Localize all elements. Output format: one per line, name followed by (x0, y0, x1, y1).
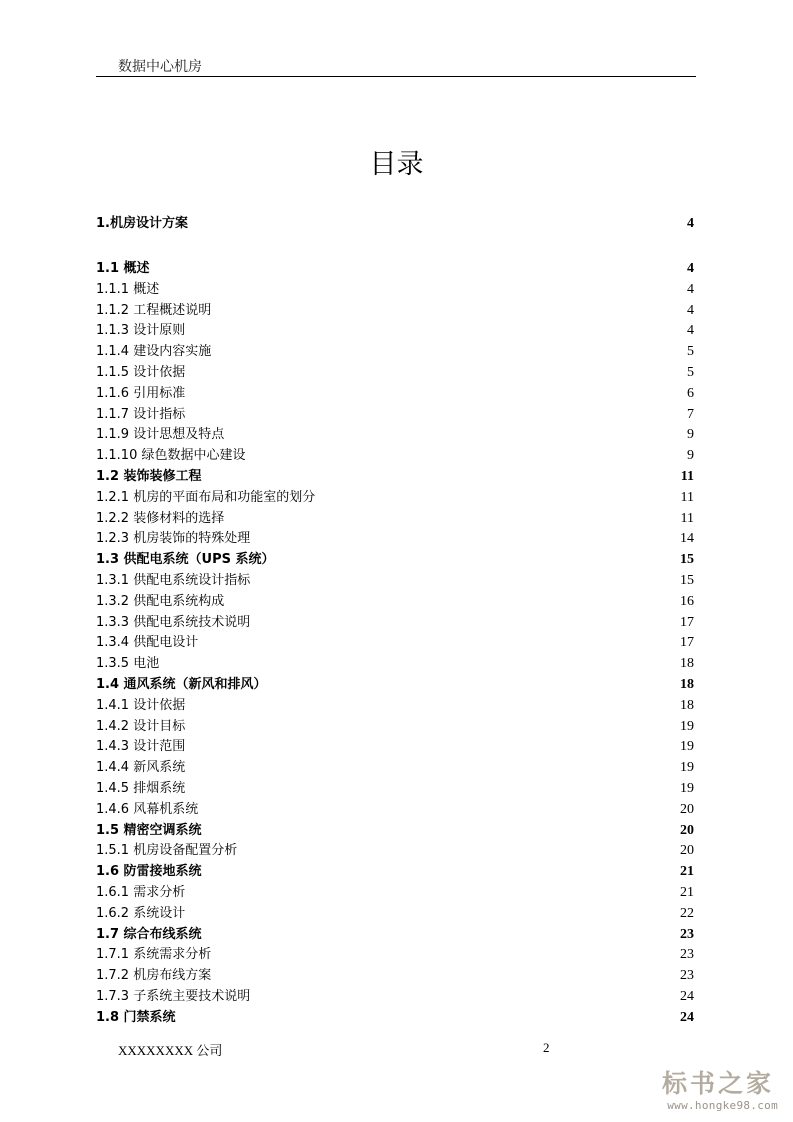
toc-entry-page: 17 (680, 635, 694, 651)
toc-entry-page: 18 (680, 677, 694, 692)
toc-entry[interactable] (96, 820, 696, 841)
toc-entry-page: 21 (680, 885, 694, 900)
toc-entry-title: 1.3.4 供配电设计 (96, 635, 199, 651)
footer-page-number: 2 (543, 1040, 550, 1055)
toc-entry[interactable] (96, 861, 696, 882)
toc-entry[interactable] (96, 882, 696, 903)
watermark-title: 标书之家 (661, 1069, 774, 1098)
toc-entry[interactable] (96, 487, 696, 508)
watermark-logo (638, 1058, 788, 1116)
toc-entry-title: 1.2.2 装修材料的选择 (96, 510, 225, 526)
toc-entry-page: 19 (680, 760, 694, 776)
toc-entry[interactable] (96, 300, 696, 321)
toc-entry-page: 11 (680, 510, 694, 526)
toc-entry-title: 1.4.6 风幕机系统 (96, 801, 199, 817)
toc-entry-title: 1.2 装饰装修工程 (96, 469, 202, 484)
toc-entry-title: 1.7.2 机房布线方案 (96, 968, 212, 984)
toc-entry-page: 23 (680, 926, 694, 942)
toc-entry-page: 18 (680, 697, 694, 713)
toc-entry[interactable] (96, 674, 696, 695)
toc-entry-page: 15 (680, 552, 694, 568)
toc-entry-title: 1.3.2 供配电系统构成 (96, 593, 225, 609)
toc-entry-title: 1.1.2 工程概述说明 (96, 302, 212, 318)
toc-entry-title: 1.1.4 建设内容实施 (96, 344, 212, 360)
toc-entry-page: 20 (680, 843, 694, 859)
toc-entry[interactable] (96, 778, 696, 799)
toc-entry[interactable] (96, 508, 696, 529)
toc-entry[interactable] (96, 341, 696, 362)
toc-entry[interactable] (96, 695, 696, 716)
toc-entry-title: 1.4.5 排烟系统 (96, 781, 186, 796)
toc-entry-title: 1.5.1 机房设备配置分析 (96, 843, 238, 859)
toc-entry-page: 15 (680, 573, 694, 588)
toc-entry[interactable] (96, 528, 696, 549)
toc-entry[interactable] (96, 404, 696, 425)
toc-entry[interactable] (96, 632, 696, 653)
toc-entry-title: 1.7 综合布线系统 (96, 926, 202, 942)
toc-entry-page: 24 (680, 989, 694, 1004)
toc-entry-title: 1.3 供配电系统（UPS 系统） (96, 552, 275, 568)
toc-entry-page: 11 (680, 469, 694, 484)
toc-entry-title: 1.1.1 概述 (96, 281, 160, 297)
toc-entry-title: 1.2.3 机房装饰的特殊处理 (96, 531, 251, 547)
toc-entry-title: 1.4 通风系统（新风和排风） (96, 677, 267, 692)
toc-entry-title: 1.4.2 设计目标 (96, 718, 186, 734)
toc-entry-title: 1.5 精密空调系统 (96, 822, 202, 838)
toc-entry-page: 4 (687, 261, 694, 276)
toc-entry-page: 18 (680, 656, 694, 672)
toc-entry-page: 16 (680, 593, 694, 609)
toc-entry-title: 1.4.1 设计依据 (96, 697, 186, 713)
toc-entry[interactable] (96, 570, 696, 591)
toc-entry[interactable] (96, 840, 696, 861)
toc-entry[interactable] (96, 383, 696, 404)
toc-entry-page: 23 (680, 968, 694, 984)
toc-entry[interactable] (96, 612, 696, 633)
toc-entry[interactable] (96, 591, 696, 612)
toc-entry[interactable] (96, 320, 696, 341)
toc-entry-page: 9 (687, 448, 694, 464)
toc-entry-page: 14 (680, 531, 694, 547)
toc-entry-page: 19 (680, 718, 694, 734)
toc-entry[interactable] (96, 362, 696, 383)
toc-entry-page: 19 (680, 781, 694, 796)
toc-entry[interactable] (96, 799, 696, 820)
toc-entry-page: 9 (687, 427, 694, 443)
watermark-url: www.hongke98.com (667, 1099, 778, 1112)
toc-entry[interactable] (96, 213, 696, 234)
toc-entry-title: 1.3.5 电池 (96, 656, 160, 672)
toc-entry[interactable] (96, 549, 696, 570)
header-divider (96, 76, 696, 77)
toc-entry-title: 1.1.10 绿色数据中心建设 (96, 448, 246, 464)
toc-entry-title: 1.6.2 系统设计 (96, 905, 186, 921)
toc-entry-title: 1.3.3 供配电系统技术说明 (96, 614, 251, 630)
toc-entry-page: 4 (687, 216, 694, 231)
toc-entry-title: 1.7.1 系统需求分析 (96, 947, 212, 963)
toc-entry-page: 20 (680, 822, 694, 838)
toc-entry-page: 6 (687, 385, 694, 401)
toc-entry-page: 4 (687, 302, 694, 318)
toc-entry-page: 24 (680, 1009, 694, 1025)
toc-entry-page: 5 (687, 365, 694, 380)
toc-entry[interactable] (96, 1007, 696, 1028)
toc-entry-title: 1.1.3 设计原则 (96, 323, 186, 339)
toc-entry-page: 22 (680, 905, 694, 921)
toc-entry[interactable] (96, 924, 696, 945)
toc-entry[interactable] (96, 986, 696, 1007)
toc-entry-title: 1.4.4 新风系统 (96, 760, 186, 776)
toc-entry[interactable] (96, 903, 696, 924)
toc-title: 目录 (369, 149, 424, 180)
toc-entry-page: 4 (687, 281, 694, 297)
toc-entry[interactable] (96, 653, 696, 674)
toc-entry-page: 17 (680, 614, 694, 630)
toc-entry[interactable] (96, 736, 696, 757)
toc-entry[interactable] (96, 944, 696, 965)
toc-entry-title: 1.3.1 供配电系统设计指标 (96, 573, 251, 588)
toc-entry-title: 1.1.7 设计指标 (96, 406, 186, 422)
toc-entry[interactable] (96, 424, 696, 445)
toc-entry-title: 1.6 防雷接地系统 (96, 864, 202, 880)
toc-entry-title: 1.8 门禁系统 (96, 1009, 176, 1025)
toc-entry[interactable] (96, 466, 696, 487)
toc-entry[interactable] (96, 965, 696, 986)
toc-entry[interactable] (96, 716, 696, 737)
toc-entry-title: 1.1.9 设计思想及特点 (96, 427, 225, 443)
toc-entry-title: 1.6.1 需求分析 (96, 885, 186, 900)
toc-entry-page: 5 (687, 344, 694, 360)
toc-entry-page: 23 (680, 947, 694, 963)
toc-entry-title: 1.4.3 设计范围 (96, 739, 186, 755)
toc-entry-page: 20 (680, 801, 694, 817)
toc-entry[interactable] (96, 757, 696, 778)
toc-entry-title: 1.1.6 引用标准 (96, 385, 186, 401)
toc-entry-page: 19 (680, 739, 694, 755)
footer-company: XXXXXXXX 公司 (118, 1043, 223, 1058)
toc-entry[interactable] (96, 279, 696, 300)
toc-entry-title: 1.7.3 子系统主要技术说明 (96, 989, 251, 1004)
page-header: 数据中心机房 (118, 59, 202, 75)
toc-entry-page: 7 (687, 406, 694, 422)
toc-entry-title: 1.机房设计方案 (96, 216, 188, 231)
toc-entry-title: 1.2.1 机房的平面布局和功能室的划分 (96, 489, 316, 505)
toc-entry-title: 1.1.5 设计依据 (96, 365, 186, 380)
toc-entry-page: 4 (687, 323, 694, 339)
toc-entry[interactable] (96, 258, 696, 279)
toc-entry[interactable] (96, 445, 696, 466)
toc-entry-page: 21 (680, 864, 694, 880)
toc-entry-title: 1.1 概述 (96, 261, 150, 276)
toc-entry-page: 11 (680, 489, 694, 505)
